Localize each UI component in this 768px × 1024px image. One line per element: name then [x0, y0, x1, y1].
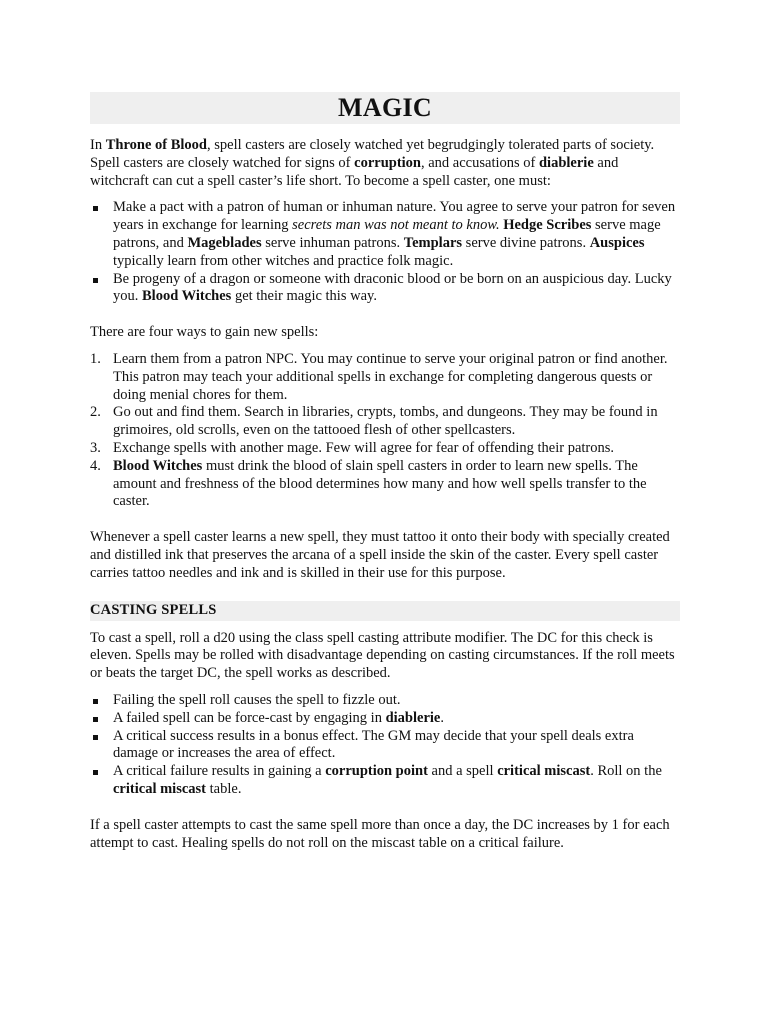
list-item-bold: Templars	[403, 234, 463, 251]
title-bar	[90, 92, 680, 124]
list-item	[90, 710, 680, 728]
section-heading: CASTING SPELLS	[90, 601, 217, 618]
intro-text: In	[90, 137, 106, 153]
list-item-text: and a spell	[427, 763, 498, 780]
list-number: 2.	[90, 404, 101, 421]
list-item-bold: Auspices	[589, 234, 645, 251]
list-item-text: serve mage patrons, and	[113, 217, 661, 251]
list-item-bold: critical miscast	[497, 763, 591, 780]
list-item-text: serve inhuman patrons.	[261, 234, 404, 251]
list-item-text: . Roll on the	[590, 763, 662, 780]
list-item-text: Make a pact with a patron of human or inhuman nature. You agree to serve your patron for seven years in exchange for learning	[113, 199, 676, 234]
list-item	[90, 351, 680, 404]
intro-text: and witchcraft can cut a spell caster’s life short. To become a spell caster, one must:	[90, 154, 619, 189]
list-item	[90, 458, 680, 511]
intro-bold-diablerie: diablerie	[538, 154, 594, 171]
requirements-list	[90, 199, 680, 306]
casting-rules-list	[90, 692, 680, 799]
list-item-text: Learn them from a patron NPC. You may continue to serve your original patron or find another. This patron may teach your additional spells in exchange for completing dangerous quests or doing menial chores for them.	[113, 350, 668, 403]
list-item-bold: diablerie	[385, 709, 441, 726]
section-heading-bar	[90, 601, 680, 621]
list-number: 4.	[90, 457, 101, 474]
list-item-text: Failing the spell roll causes the spell to fizzle out.	[113, 691, 401, 708]
list-item-bold: Blood Witches	[113, 457, 203, 474]
closing-paragraph: If a spell caster attempts to cast the same spell more than once a day, the DC increases by 1 for each attempt to cast. Healing spells do not roll on the miscast table on a critical failure.	[90, 816, 670, 851]
list-number: 3.	[90, 439, 101, 456]
list-item-italic: secrets man was not meant to know.	[292, 217, 500, 234]
list-item-text: A critical failure results in gaining a	[113, 763, 326, 780]
list-item-text: Be progeny of a dragon or someone with draconic blood or be born on an auspicious day. Lucky you.	[113, 270, 672, 305]
list-item	[90, 728, 680, 764]
ways-list	[90, 351, 680, 511]
tattoo-paragraph: Whenever a spell caster learns a new spell, they must tattoo it onto their body with specially created and distilled ink that preserves the arcana of a spell inside the skin of the caster. Every spell caster carries tattoo needles and ink and is skilled in their use for this purpose.	[90, 529, 670, 581]
list-item-bold: critical miscast	[113, 780, 207, 797]
page-title: MAGIC	[338, 93, 432, 123]
list-item-bold: Blood Witches	[142, 288, 232, 305]
list-item-text: A critical success results in a bonus effect. The GM may decide that your spell deals extra damage or increases the area of effect.	[113, 727, 634, 762]
intro-text: , and accusations of	[421, 154, 539, 171]
casting-paragraph: To cast a spell, roll a d20 using the class spell casting attribute modifier. The DC for this check is eleven. Spells may be rolled with disadvantage depending on casting circumstances. If the roll meets or beats the target DC, the spell works as described.	[90, 629, 675, 682]
list-item-text: table.	[206, 780, 242, 797]
list-item-text: .	[440, 709, 444, 726]
list-item-text: serve divine patrons.	[462, 234, 590, 251]
intro-bold-setting: Throne of Blood	[105, 137, 207, 153]
intro-text: , spell casters are closely watched yet begrudgingly tolerated parts of society. Spell casters are closely watched for signs of	[90, 137, 655, 171]
list-item-bold: corruption point	[325, 763, 428, 780]
list-item-text: Exchange spells with another mage. Few will agree for fear of offending their patrons.	[113, 439, 615, 456]
list-item	[90, 440, 680, 458]
list-item-text: get their magic this way.	[231, 288, 377, 305]
page-content	[90, 92, 680, 852]
list-item-text: Go out and find them. Search in libraries, crypts, tombs, and dungeons. They may be found in grimoires, old scrolls, even on the tattooed flesh of other spellcasters.	[113, 404, 658, 439]
intro-bold-corruption: corruption	[354, 154, 421, 171]
list-item-text: typically learn from other witches and practice folk magic.	[113, 252, 454, 269]
list-item-text: must drink the blood of slain spell casters in order to learn new spells. The amount and freshness of the blood determines how many and how well spells transfer to the caster.	[113, 457, 647, 510]
list-item-text: A failed spell can be force-cast by engaging in	[113, 709, 386, 726]
list-item	[90, 199, 680, 270]
list-item	[90, 404, 680, 440]
list-item	[90, 692, 680, 710]
ways-intro: There are four ways to gain new spells:	[90, 324, 319, 341]
list-item	[90, 271, 680, 307]
list-item	[90, 763, 680, 799]
list-item-bold: Hedge Scribes	[503, 217, 592, 234]
intro-paragraph	[90, 137, 680, 190]
list-item-bold: Mageblades	[187, 234, 262, 251]
list-number: 1.	[90, 350, 101, 367]
